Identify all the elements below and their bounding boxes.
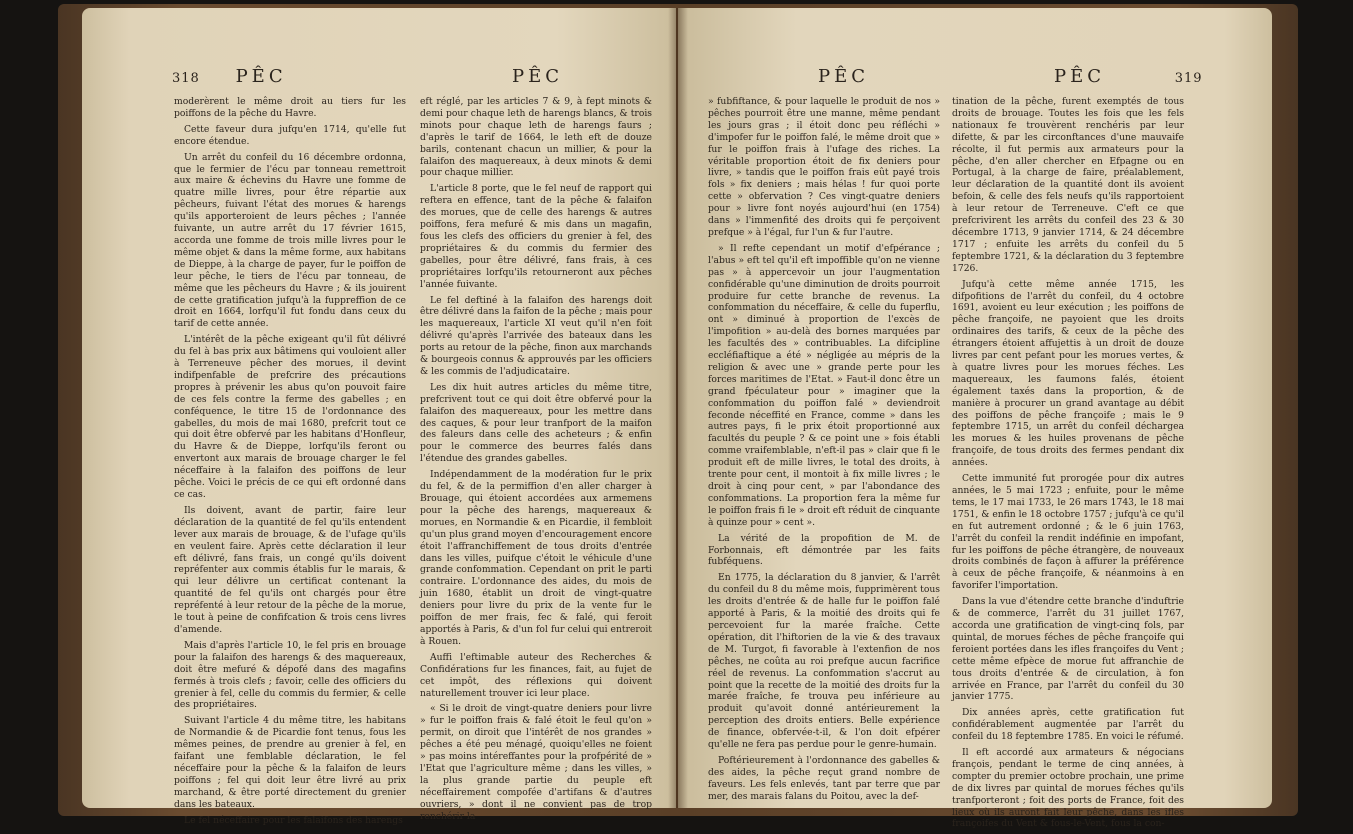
left-page-number-row xyxy=(172,66,287,92)
page-number-right: 319 xyxy=(1174,71,1203,86)
paragraph: » fubfiftance, & pour laquelle le produit de nos » pêches pourroit être une manne, même pendant les jours gras ; il étoit donc peu réfléchi » d'impofer fur le poiffon falé, le même droit que » fur le poiffon frais à l'ufage des riches. La véritable proportion étoit de fix deniers pour livre, » tandis que le poiffon frais eût payé trois fols » fix deniers ; mais hélas ! fur quoi porte cette » obfervation ? Ces vingt-quatre deniers pour » livre font noyés aujourd'hui (en 1754) dans » l'immenfité des droits qui fe perçoivent prefque » à l'égal, fur l'un & fur l'autre. xyxy=(708,96,940,238)
left-page-column-2 xyxy=(420,96,652,826)
paragraph: L'intérêt de la pêche exigeant qu'il fût délivré du fel à bas prix aux bâtimens qui vouloient aller à Terreneuve pêcher des morues, il devint indifpenfable de prefcrire des précautions propres à prévenir les abus qu'on pouvoit faire de ces fels contre la ferme des gabelles ; en conféquence, le titre 15 de l'ordonnance des gabelles, du mois de mai 1680, prefcrit tout ce qui doit être obfervé par les habitans d'Honfleur, du Havre & de Dieppe, lorfqu'ils feront ou envertont aux marais de brouage charger le fel néceffaire à la falaifon des poiffons de leur pêche. Voici le précis de ce qui eft ordonné dans ce cas. xyxy=(174,334,406,500)
right-page xyxy=(678,8,1272,830)
paragraph: La vérité de la propofition de M. de Forbonnais, eft démontrée par les faits fubféquens. xyxy=(708,532,940,568)
left-page xyxy=(82,8,676,826)
paragraph: Dans la vue d'étendre cette branche d'induftrie & de commerce, l'arrêt du 31 juillet 1767, accorda une gratification de vingt-cinq fols, par quintal, de morues féches de pêche françoife qui feroient portées dans les ifles françoifes du Vent ; cette même efpèce de morue fut affranchie de tous droits d'entrée & de circulation, à fon arrivée en France, par l'arrêt du confeil du 30 janvier 1775. xyxy=(952,596,1184,703)
paragraph: En 1775, la déclaration du 8 janvier, & l'arrêt du confeil du 8 du même mois, fupprimèrent tous les droits d'entrée & de halle fur le poiffon falé apporté à Paris, & la moitié des droits qui fe percevoient fur la marée fraîche. Cette opération, dit l'hiftorien de la vie & des travaux de M. Turgot, fi favorable à l'extenfion de nos pêches, ne coûta au roi prefque aucun facrifice réel de revenus. La confommation s'accrut au point que la recette de la moitié des droits fur la marée fraîche, fe trouva peu inférieure au produit qu'avoit donné antérieurement la perception des droits entiers. Belle expérience de finance, obfervée-t-il, & l'on doit efpérer qu'elle ne fera pas perdue pour le genre-humain. xyxy=(708,572,940,751)
paragraph: Cette immunité fut prorogée pour dix autres années, le 5 mai 1723 ; enfuite, pour le même tems, le 17 mai 1733, le 26 mars 1743, le 18 mai 1751, & enfin le 18 octobre 1757 ; jufqu'à ce qu'il en fut autrement ordonné ; & le 6 juin 1763, l'arrêt du confeil la rendit indéfinie en impofant, fur les poiffons de pêche étrangère, de nouveaux droits combinés de façon à affurer la préférence à ceux de pêche françoife, & néanmoins à en favorifer l'importation. xyxy=(952,473,1184,592)
paragraph: » Il refte cependant un motif d'efpérance ; l'abus » eft tel qu'il eft impoffible qu'on ne vienne pas » à appercevoir un jour l'augmentation confidérable qu'une diminution de droits pourroit produire fur cette branche de revenus. La confommation du néceffaire, & celle du fuperflu, ont » diminué à proportion de l'excès de l'impofition » au-delà des bornes marquées par les facultés des » contribuables. La difcipline eccléfiaftique a été » négligée au mépris de la religion & avec une » grande perte pour les forces maritimes de l'Etat. » Faut-il donc être un grand fpéculateur pour » imaginer que la confommation du poiffon falé » deviendroit feconde néceffité en France, comme » dans les autres pays, fi le prix étoit proportionné aux facultés du peuple ? & ce point une » fois établi comme vraifemblable, n'eft-il pas » clair que fi le produit eft de mille livres, le total des droits, à trente pour cent, il montoit à fix mille livres ; le droit à cinq pour cent, » par l'abondance des confommations. La proportion fera la même fur le poiffon frais fi le » droit eft réduit de cinquante à quinze pour » cent ». xyxy=(708,242,940,528)
paragraph: moderèrent le même droit au tiers fur les poiffons de la pêche du Havre. xyxy=(174,96,406,119)
left-page-column-1 xyxy=(174,96,406,830)
paragraph: Suivant l'article 4 du même titre, les habitans de Normandie & de Picardie font tenus, fous les mêmes peines, de prendre au grenier à fel, en faifant une femblable déclaration, le fel néceffaire pour la pêche & la falaifon de leurs poiffons ; fel qui doit leur être livré au prix marchand, & être porté directement du grenier dans les bateaux. xyxy=(174,715,406,810)
paragraph: Cette faveur dura jufqu'en 1714, qu'elle fut encore étendue. xyxy=(174,123,406,147)
paragraph: tination de la pêche, furent exemptés de tous droits de brouage. Toutes les fois que les fels nationaux fe trouvèrent renchéris par leur difette, & par les circonftances d'une mauvaife récolte, il fut permis aux armateurs pour la pêche, d'en aller chercher en Efpagne ou en Portugal, à la charge de faire, préalablement, leur déclaration de la quantité dont ils avoient befoin, & celle des fels neufs qu'ils rapportoient à leur retour de Terreneuve. C'eft ce que prefcrivirent les arrêts du confeil des 23 & 30 décembre 1713, 9 janvier 1714, & 24 décembre 1717 ; enfuite les arrêts du confeil du 5 feptembre 1721, & la déclaration du 3 feptembre 1726. xyxy=(952,96,1184,274)
paragraph: Indépendamment de la modération fur le prix du fel, & de la permiffion d'en aller charger à Brouage, qui étoient accordées aux armemens pour la pêche des harengs, maquereaux & morues, en Normandie & en Picardie, il fembloit qu'un plus grand moyen d'encouragement encore étoit l'affranchiffement de tous droits d'entrée dans les villes, puifque c'étoit le véhicule d'une grande confommation. Cependant on prit le parti contraire. L'ordonnance des aides, du mois de juin 1680, établit un droit de vingt-quatre deniers pour livre du prix de la vente fur le poiffon de mer frais, fec & falé, qui feroit apportés à Paris, & d'un fol fur celui qui entreroit à Rouen. xyxy=(420,469,652,647)
right-page-column-2 xyxy=(952,96,1184,834)
paragraph: Dix années après, cette gratification fut confidérablement augmentée par l'arrêt du confeil du 18 feptembre 1785. En voici le réfumé. xyxy=(952,707,1184,743)
paragraph: eft réglé, par les articles 7 & 9, à fept minots & demi pour chaque leth de harengs blancs, & trois minots pour chaque leth de harengs faurs ; d'après le tarif de 1664, le leth eft de douze barils, contenant chacun un millier, & pour la falaifon des maquereaux, à deux minots & demi pour chaque millier. xyxy=(420,96,652,179)
running-head: PÊC xyxy=(1054,66,1106,87)
right-page-number-row xyxy=(1054,66,1203,92)
running-head: PÊC xyxy=(235,66,287,87)
paragraph: Le fel néceffaire pour les falaifons des harengs xyxy=(184,814,403,826)
right-page-column-1 xyxy=(708,96,940,807)
paragraph: « Si le droit de vingt-quatre deniers pour livre » fur le poiffon frais & falé étoit le feul qu'on » permit, on diroit que l'intérêt de nos grandes » pêches a été peu ménagé, quoiqu'elles ne foient » pas moins intéreffantes pour la profpérité de » l'Etat que l'agriculture même ; dans les villes, » la plus grande partie du peuple eft néceffairement compofée d'artifans & d'autres ouvriers, » dont il ne convient pas de trop renchérir la xyxy=(420,703,652,822)
running-head: PÊC xyxy=(818,66,870,87)
paragraph: Les dix huit autres articles du même titre, prefcrivent tout ce qui doit être obfervé pour la falaifon des maquereaux, pour les mettre dans des caques, & pour leur tranfport de la maifon des faleurs dans celle des acheteurs ; & enfin pour le commerce des beurres falés dans l'étendue des grandes gabelles. xyxy=(420,381,652,465)
paragraph: Jufqu'à cette même année 1715, les difpofitions de l'arrêt du confeil, du 4 octobre 1691, avoient eu leur exécution ; les poiffons de pêche françoife, ne payoient que les droits ordinaires des tarifs, & ceux de la pêche des étrangers étoient affujettis à un droit de douze livres par cent pefant pour les morues vertes, & à quatre livres pour les morues féches. Les maquereaux, les faumons falés, étoient également taxés dans la proportion, & de manière à procurer un grand avantage au débit des poiffons de pêche françoife ; mais le 9 feptembre 1715, un arrêt du confeil déchargea les morues & les huiles provenans de pêche françoife, de tous droits des fermes pendant dix années. xyxy=(952,278,1184,469)
paragraph: Auffi l'eftimable auteur des Recherches & Confidérations fur les finances, fait, au fujet de cet impôt, des réflexions qui doivent naturellement trouver ici leur place. xyxy=(420,651,652,699)
page-number-left: 318 xyxy=(172,71,200,86)
paragraph: Il eft accordé aux armateurs & négocians françois, pendant le terme de cinq années, à compter du premier octobre prochain, une prime de dix livres par quintal de morues féches qu'ils tranfporteront ; foit des ports de France, foit des lieux où ils auront fait leur pêche, dans les ifles françoifes du Vent & fous-le-Vent, fous la con- xyxy=(952,747,1184,830)
paragraph: Mais d'après l'article 10, le fel pris en brouage pour la falaifon des harengs & des maquereaux, doit être mefuré & dépofé dans des magafins fermés à trois clefs ; favoir, celle des officiers du grenier à fel, celle du commis du fermier, & celle des propriétaires. xyxy=(174,639,406,711)
paragraph: L'article 8 porte, que le fel neuf de rapport qui reftera en effence, tant de la pêche & falaifon des morues, que de celle des harengs & autres poiffons, fera mefuré & mis dans un magafin, fous les clefs des officiers du grenier à fel, des propriétaires & du commis du fermier des gabelles, pour être délivré, fans frais, à ces propriétaires lorfqu'ils retourneront aux pêches l'année fuivante. xyxy=(420,183,652,290)
paragraph: Le fel deftiné à la falaifon des harengs doit être délivré dans la faifon de la pêche ; mais pour les maquereaux, l'article XI veut qu'il n'en foit délivré qu'après l'arrivée des bateaux dans les ports au retour de la pêche, finon aux marchands & bourgeois connus & approuvés par les officiers & les commis de l'adjudicataire. xyxy=(420,294,652,377)
book-gutter xyxy=(668,8,688,808)
running-head: PÊC xyxy=(512,66,564,87)
paragraph: Poftérieurement à l'ordonnance des gabelles & des aides, la pêche reçut grand nombre de faveurs. Les fels enlevés, tant par terre que par mer, des marais falans du Poitou, avec la def- xyxy=(708,754,940,802)
paragraph: Un arrêt du confeil du 16 décembre ordonna, que le fermier de l'écu par tonneau remettroit aux maire & échevins du Havre une fomme de quatre mille livres, pour être répartie aux pêcheurs, fuivant l'état des morues & harengs qu'ils apporteroient de leurs pêches ; l'année fuivante, un autre arrêt du 17 février 1615, accorda une fomme de trois mille livres pour le même objet & dans la même forme, aux habitans de Dieppe, à la charge de payer, fur le poiffon de leur pêche, le tiers de l'écu par tonneau, de même que les pêcheurs du Havre ; & ils jouirent de cette gratification jufqu'à la fuppreffion de ce droit en 1664, lorfqu'il fut fondu dans ceux du tarif de cette année. xyxy=(174,151,406,330)
paragraph: Ils doivent, avant de partir, faire leur déclaration de la quantité de fel qu'ils entendent lever aux marais de brouage, & de l'ufage qu'ils en veulent faire. Après cette déclaration il leur eft délivré, fans frais, un congé qu'ils doivent repréfenter aux commis établis fur le marais, & qui leur délivre un certificat contenant la quantité de fel qu'ils ont chargés pour être repréfenté à leur retour de la pêche de la morue, le tout à peine de confifcation & trois cens livres d'amende. xyxy=(174,504,406,635)
